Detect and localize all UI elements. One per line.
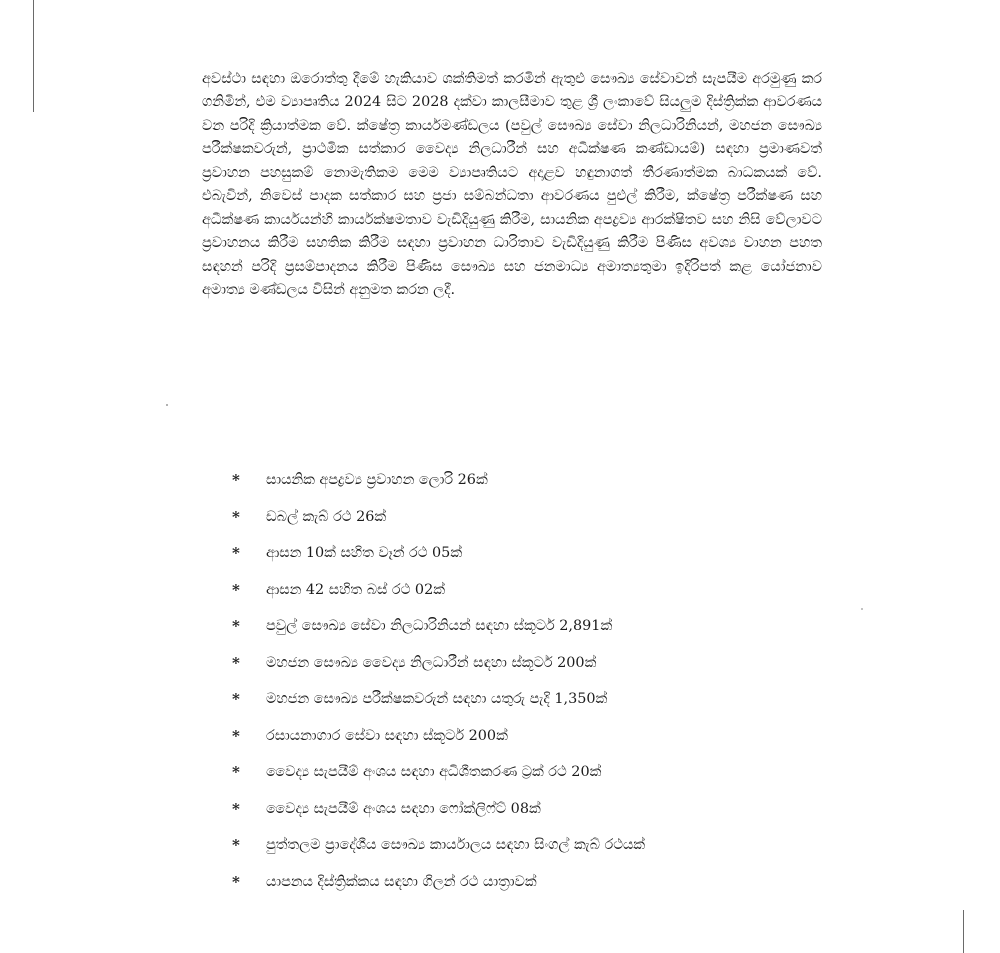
list-item [232, 616, 832, 653]
scan-edge-line-right [963, 910, 964, 953]
list-item [232, 689, 832, 726]
list-item [232, 543, 832, 580]
bullet-marker: * [232, 507, 240, 526]
bullet-marker: * [232, 690, 240, 708]
bullet-marker: * [232, 763, 240, 781]
list-item [232, 726, 832, 763]
list-item-text: වෛද්‍ය සැපයීම් අංශය සඳහා අධිශීතකරණ ට්‍රක් රථ 20ක් [266, 764, 602, 780]
list-item-text: මහජන සෞඛ්‍ය පරීක්ෂකවරුන් සඳහා යතුරු පැදි 1,350ක් [266, 691, 608, 707]
vehicle-list [232, 470, 832, 908]
bullet-marker: * [232, 580, 240, 599]
list-item [232, 762, 832, 799]
list-item-text: ආසන 10ක් සහිත වෑන් රථ 05ක් [266, 545, 463, 561]
list-item [232, 799, 832, 836]
list-item [232, 580, 832, 617]
list-item-text: සායනික අපද්‍රව්‍ය ප්‍රවාහන ලොරි 26ක් [266, 472, 488, 488]
scan-speck [166, 404, 168, 406]
list-item-text: ඩබල් කැබ් රථ 26ක් [266, 508, 387, 525]
bullet-marker: * [232, 653, 240, 672]
bullet-marker: * [232, 836, 240, 854]
bullet-marker: * [232, 872, 240, 891]
bullet-marker: * [232, 471, 240, 489]
list-item-text: මහජන සෞඛ්‍ය වෛද්‍ය නිලධාරීන් සඳහා ස්කූටර් 200ක් [266, 654, 597, 671]
list-item [232, 470, 832, 507]
list-item-text: ආසන 42 සහිත බස් රථ 02ක් [266, 581, 445, 598]
bullet-marker: * [232, 544, 240, 562]
list-item [232, 653, 832, 690]
list-item [232, 872, 832, 909]
scan-speck [861, 608, 863, 610]
list-item [232, 835, 832, 872]
bullet-marker: * [232, 726, 240, 745]
list-item [232, 507, 832, 544]
list-item-text: වෛද්‍ය සැපයීම් අංශය සඳහා ෆෝක්ලිෆ්ට් 08ක් [266, 800, 541, 817]
body-paragraph: අවස්ථා සඳහා ඔරොත්තු දීමේ හැකියාව ශක්තිමත් කරමින් ඇතුළු සෞඛ්‍ය සේවාවන් සැපයීම අරමුණු කර ගනිමින්, එම ව්‍යාපෘතිය 2024 සිට 2028 දක්වා කාලසීමාව තුළ ශ්‍රී ලංකාවේ සියලුම දිස්ත්‍රික්ක ආවරණය වන පරිදි ක්‍රියාත්මක වේ. ක්ෂේත්‍ර කාර්යමණ්ඩලය (පවුල් සෞඛ්‍ය සේවා නිලධාරිනියන්, මහජන සෞඛ්‍ය පරීක්ෂකවරුන්, ප්‍රාථමික සත්කාර වෛද්‍ය නිලධාරීන් සහ අධීක්ෂණ කණ්ඩායම්) සඳහා ප්‍රමාණවත් ප්‍රවාහන පහසුකම් නොමැතිකම මෙම ව්‍යාපෘතියට අදාළව හඳුනාගත් තීරණාත්මක බාධකයක් වේ. එබැවින්, නිවෙස් පාදක සත්කාර සහ ප්‍රජා සම්බන්ධතා ආවරණය පුළුල් කිරීම, ක්ෂේත්‍ර පරීක්ෂණ සහ අධීක්ෂණ කාර්යයන්හි කාර්යක්ෂමතාව වැඩිදියුණු කිරීම, සායනික අපද්‍රව්‍ය ආරක්ෂිතව සහ නිසි වේලාවට ප්‍රවාහනය කිරීම සහතික කිරීම සඳහා ප්‍රවාහන ධාරිතාව වැඩිදියුණු කිරීම පිණිස අවශ්‍ය වාහන පහත සඳහන් පරිදි ප්‍රසම්පාදනය කිරීම පිණිස සෞඛ්‍ය සහ ජනමාධ්‍ය අමාත්‍යතුමා ඉදිරිපත් කළ යෝජනාව අමාත්‍ය මණ්ඩලය විසින් අනුමත කරන ලදී. [202, 71, 822, 299]
list-item-text: රසායනාගාර සේවා සඳහා ස්කූටර් 200ක් [266, 727, 508, 744]
scan-edge-line-left [33, 0, 34, 112]
bullet-marker: * [232, 617, 240, 635]
list-item-text: පවුල් සෞඛ්‍ය සේවා නිලධාරිනියන් සඳහා ස්කූටර් 2,891ක් [266, 618, 613, 634]
list-item-text: යාපනය දිස්ත්‍රික්කය සඳහා ගිලන් රථ යාත්‍රාවක් [266, 873, 537, 890]
bullet-marker: * [232, 799, 240, 818]
list-item-text: පුත්තලම ප්‍රාදේශීය සෞඛ්‍ය කාර්යාලය සඳහා සිංගල් කැබ් රථයක් [266, 837, 645, 853]
